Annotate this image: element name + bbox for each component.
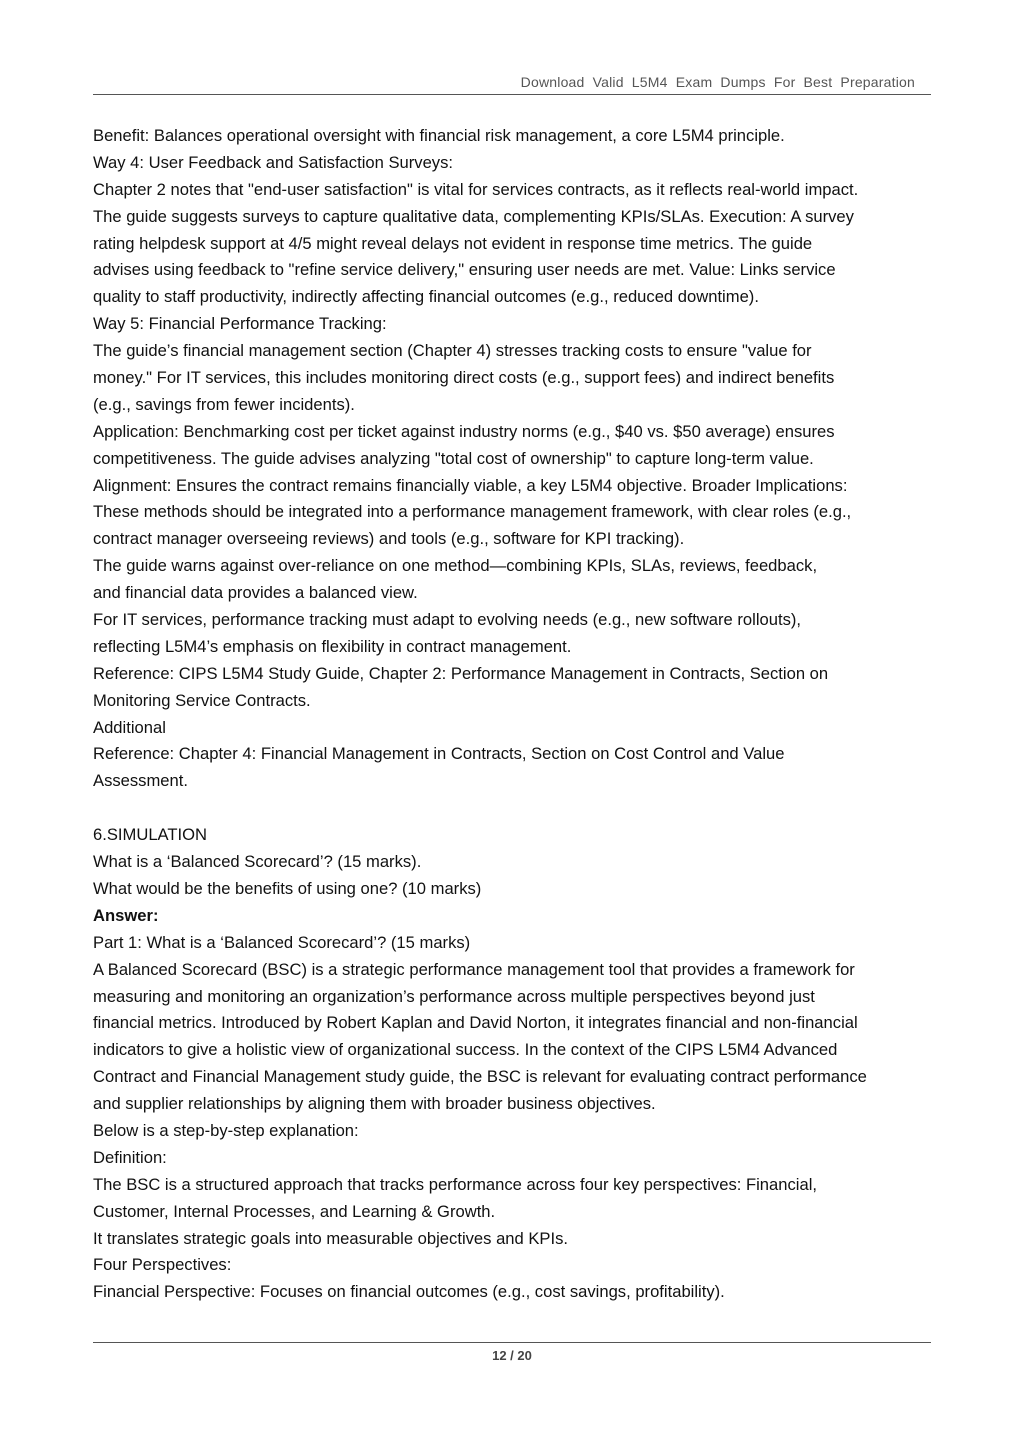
text-line: measuring and monitoring an organization’s performance across multiple perspectives beyond just	[93, 986, 815, 1006]
text-line: advises using feedback to "refine service delivery," ensuring user needs are met. Value: Links service	[93, 260, 836, 280]
section-heading: Part 1: What is a ‘Balanced Scorecard’? (15 marks)	[93, 932, 471, 952]
text-line: It translates strategic goals into measurable objectives and KPIs.	[93, 1228, 569, 1248]
text-line: The guide’s financial management section (Chapter 4) stresses tracking costs to ensure "value for	[93, 341, 812, 361]
text-line: rating helpdesk support at 4/5 might reveal delays not evident in response time metrics. The guide	[93, 233, 813, 253]
page-footer	[93, 1342, 931, 1363]
text-line: Application: Benchmarking cost per ticket against industry norms (e.g., $40 vs. $50 average) ensures	[93, 421, 835, 441]
section-heading: Four Perspectives:	[93, 1255, 232, 1275]
text-line: Additional	[93, 717, 166, 737]
text-line: The BSC is a structured approach that tracks performance across four key perspectives: Financial,	[93, 1174, 817, 1194]
text-line: Benefit: Balances operational oversight with financial risk management, a core L5M4 principle.	[93, 126, 785, 145]
section-heading: Definition:	[93, 1147, 167, 1167]
text-line: These methods should be integrated into a performance management framework, with clear roles (e.g.,	[93, 502, 852, 522]
text-line: The guide warns against over-reliance on one method—combining KPIs, SLAs, reviews, feedback,	[93, 556, 818, 576]
text-line: Customer, Internal Processes, and Learning & Growth.	[93, 1201, 496, 1221]
reference-line: Assessment.	[93, 771, 188, 791]
reference-line: Reference: Chapter 4: Financial Management in Contracts, Section on Cost Control and Value	[93, 744, 785, 764]
text-line: indicators to give a holistic view of organizational success. In the context of the CIPS L5M4 Advanced	[93, 1040, 838, 1060]
text-line: quality to staff productivity, indirectly affecting financial outcomes (e.g., reduced downtime).	[93, 287, 759, 307]
text-line: A Balanced Scorecard (BSC) is a strategic performance management tool that provides a framework for	[93, 959, 855, 979]
page-number: 12 / 20	[492, 1348, 532, 1363]
text-line: Chapter 2 notes that "end-user satisfaction" is vital for services contracts, as it reflects real-world impact.	[93, 179, 859, 199]
text-line: competitiveness. The guide advises analyzing "total cost of ownership" to capture long-term value.	[93, 448, 814, 468]
question-text: What is a ‘Balanced Scorecard’? (15 marks).	[93, 852, 422, 872]
question-number: 6.SIMULATION	[93, 825, 208, 845]
text-line: and financial data provides a balanced view.	[93, 583, 418, 603]
text-line: (e.g., savings from fewer incidents).	[93, 394, 355, 414]
section-heading: Way 4: User Feedback and Satisfaction Surveys:	[93, 152, 453, 172]
text-line: For IT services, performance tracking must adapt to evolving needs (e.g., new software rollouts),	[93, 610, 802, 630]
text-line: Alignment: Ensures the contract remains financially viable, a key L5M4 objective. Broader Implications:	[93, 475, 848, 495]
text-line: Below is a step-by-step explanation:	[93, 1120, 359, 1140]
reference-line: Monitoring Service Contracts.	[93, 690, 311, 710]
text-line: Contract and Financial Management study guide, the BSC is relevant for evaluating contract performance	[93, 1067, 867, 1087]
blank-line	[93, 795, 938, 822]
answer-heading: Answer:	[93, 905, 159, 925]
text-line: Financial Perspective: Focuses on financial outcomes (e.g., cost savings, profitability).	[93, 1282, 725, 1302]
text-line: and supplier relationships by aligning them with broader business objectives.	[93, 1094, 656, 1114]
question-text: What would be the benefits of using one? (10 marks)	[93, 878, 482, 898]
reference-line: Reference: CIPS L5M4 Study Guide, Chapter 2: Performance Management in Contracts, Section on	[93, 663, 829, 683]
text-line: The guide suggests surveys to capture qualitative data, complementing KPIs/SLAs. Execution: A survey	[93, 206, 854, 226]
document-body	[93, 123, 938, 1306]
text-line: reflecting L5M4’s emphasis on flexibility in contract management.	[93, 636, 572, 656]
text-line: money." For IT services, this includes monitoring direct costs (e.g., support fees) and indirect benefits	[93, 368, 835, 388]
header-text: Download Valid L5M4 Exam Dumps For Best Preparation	[520, 74, 915, 90]
page-header	[93, 72, 931, 95]
text-line: contract manager overseeing reviews) and tools (e.g., software for KPI tracking).	[93, 529, 685, 549]
text-line: financial metrics. Introduced by Robert Kaplan and David Norton, it integrates financial and non-financial	[93, 1013, 858, 1033]
section-heading: Way 5: Financial Performance Tracking:	[93, 314, 387, 334]
